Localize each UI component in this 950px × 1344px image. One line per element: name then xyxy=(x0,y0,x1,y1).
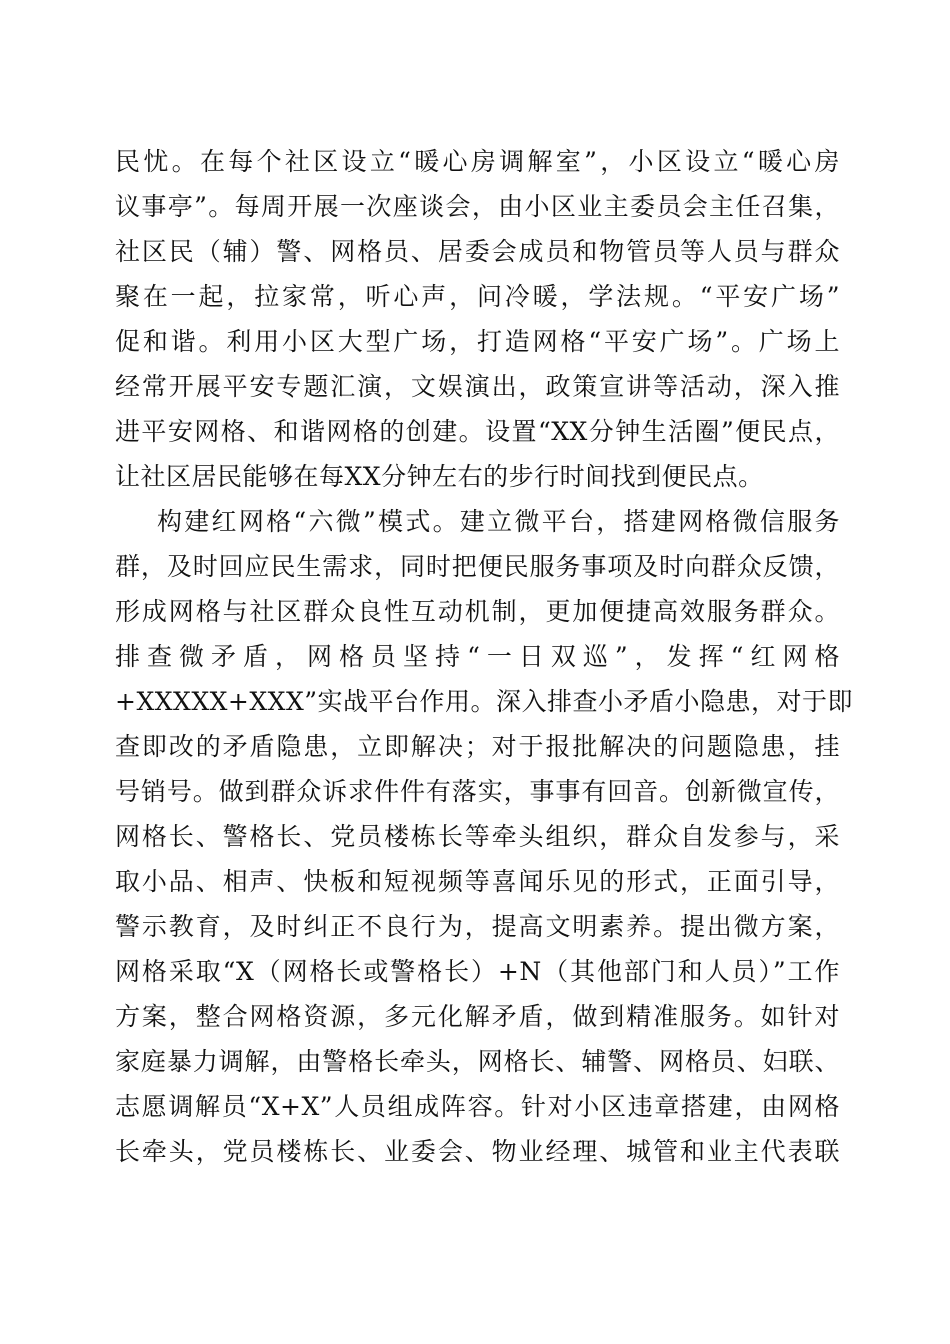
text-line: 网格长、警格长、党员楼栋长等牵头组织，群众自发参与，采 xyxy=(115,822,840,851)
text-line: 民忧。在每个社区设立“暖心房调解室”，小区设立“暖心房 xyxy=(115,147,840,176)
text-line: 警示教育，及时纠正不良行为，提高文明素养。提出微方案， xyxy=(115,912,840,941)
text-line: 排查微矛盾，网格员坚持“一日双巡”，发挥“红网格 xyxy=(115,642,840,671)
text-line: 社区民（辅）警、网格员、居委会成员和物管员等人员与群众 xyxy=(115,237,840,266)
text-line: 网格采取“X（网格长或警格长）+N（其他部门和人员）”工作 xyxy=(115,957,840,986)
text-line: 群，及时回应民生需求，同时把便民服务事项及时向群众反馈， xyxy=(115,552,840,581)
text-line: 经常开展平安专题汇演，文娱演出，政策宣讲等活动，深入推 xyxy=(115,372,840,401)
text-line: 家庭暴力调解，由警格长牵头，网格长、辅警、网格员、妇联、 xyxy=(115,1047,840,1076)
text-line: 号销号。做到群众诉求件件有落实，事事有回音。创新微宣传， xyxy=(115,777,840,806)
text-line: 查即改的矛盾隐患，立即解决；对于报批解决的问题隐患，挂 xyxy=(115,732,840,761)
document-body xyxy=(115,139,854,1174)
text-line: +XXXXX+XXX”实战平台作用。深入排查小矛盾小隐患，对于即 xyxy=(115,687,854,716)
paragraph-first-line: 构建红网格“六微”模式。建立微平台，搭建网格微信服务 xyxy=(157,507,840,536)
text-line: 志愿调解员“X+X”人员组成阵容。针对小区违章搭建，由网格 xyxy=(115,1092,840,1121)
paragraph-end-line: 让社区居民能够在每XX分钟左右的步行时间找到便民点。 xyxy=(115,462,764,491)
text-line: 形成网格与社区群众良性互动机制，更加便捷高效服务群众。 xyxy=(115,597,840,626)
text-line: 长牵头，党员楼栋长、业委会、物业经理、城管和业主代表联 xyxy=(115,1137,840,1166)
text-line: 方案，整合网格资源，多元化解矛盾，做到精准服务。如针对 xyxy=(115,1002,840,1031)
text-line: 进平安网格、和谐网格的创建。设置“XX分钟生活圈”便民点， xyxy=(115,417,840,446)
text-line: 议事亭”。每周开展一次座谈会，由小区业主委员会主任召集， xyxy=(115,192,840,221)
text-line: 促和谐。利用小区大型广场，打造网格“平安广场”。广场上 xyxy=(115,327,840,356)
text-line: 聚在一起，拉家常，听心声，问冷暖，学法规。“平安广场” xyxy=(115,282,840,311)
text-line: 取小品、相声、快板和短视频等喜闻乐见的形式，正面引导， xyxy=(115,867,840,896)
